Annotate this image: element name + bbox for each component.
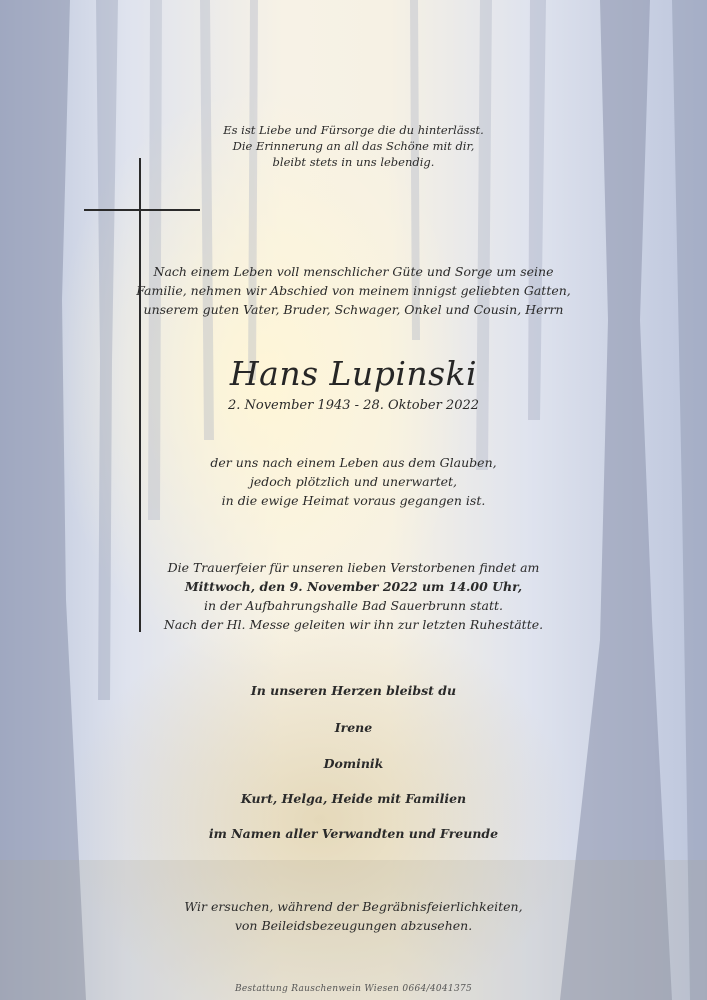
intro-line: Nach einem Leben voll menschlicher Güte und Sorge um seine [153,264,554,279]
request-line: von Beileidsbezeugungen abzusehen. [234,918,473,933]
mourner-entry: Kurt, Helga, Heide mit Familien [240,791,467,806]
verse-line: Die Erinnerung an all das Schöne mit dir, [232,139,475,153]
service-location: in der Aufbahrungshalle Bad Sauerbrunn statt. [203,598,503,613]
intro-line: unserem guten Vater, Bruder, Schwager, Onkel und Cousin, Herrn [143,302,564,317]
verse-line: bleibt stets in uns lebendig. [272,155,435,169]
service-line: Nach der Hl. Messe geleiten wir ihn zur letzten Ruhestätte. [163,617,544,632]
service-date-time: Mittwoch, den 9. November 2022 um 14.00 Uhr, [184,579,523,594]
funeral-service-info [0,558,707,634]
farewell-intro [0,262,707,319]
verse-line: Es ist Liebe und Fürsorge die du hinterlässt. [223,123,484,137]
mourner-entry: Dominik [323,756,384,771]
service-line: Die Trauerfeier für unseren lieben Verstorbenen findet am [167,560,540,575]
mourner-entry: Irene [334,720,373,735]
passing-line: in die ewige Heimat voraus gegangen ist. [221,493,486,508]
memorial-verse [0,122,707,170]
life-dates: 2. November 1943 - 28. Oktober 2022 [227,398,480,413]
mourner-entry: im Namen aller Verwandten und Freunde [208,826,499,841]
passing-line: jedoch plötzlich und unerwartet, [249,474,458,489]
passing-text [0,453,707,510]
cross-horizontal-bar [84,209,200,211]
funeral-home-footer: Bestattung Rauschenwein Wiesen 0664/4041375 [234,984,473,994]
passing-line: der uns nach einem Leben aus dem Glauben, [210,455,497,470]
intro-line: Familie, nehmen wir Abschied von meinem innigst geliebten Gatten, [136,283,571,298]
request-line: Wir ersuchen, während der Begräbnisfeierlichkeiten, [184,899,523,914]
condolence-request [0,897,707,935]
mourner-heading: In unseren Herzen bleibst du [250,683,457,698]
deceased-name: Hans Lupinski [229,354,478,393]
